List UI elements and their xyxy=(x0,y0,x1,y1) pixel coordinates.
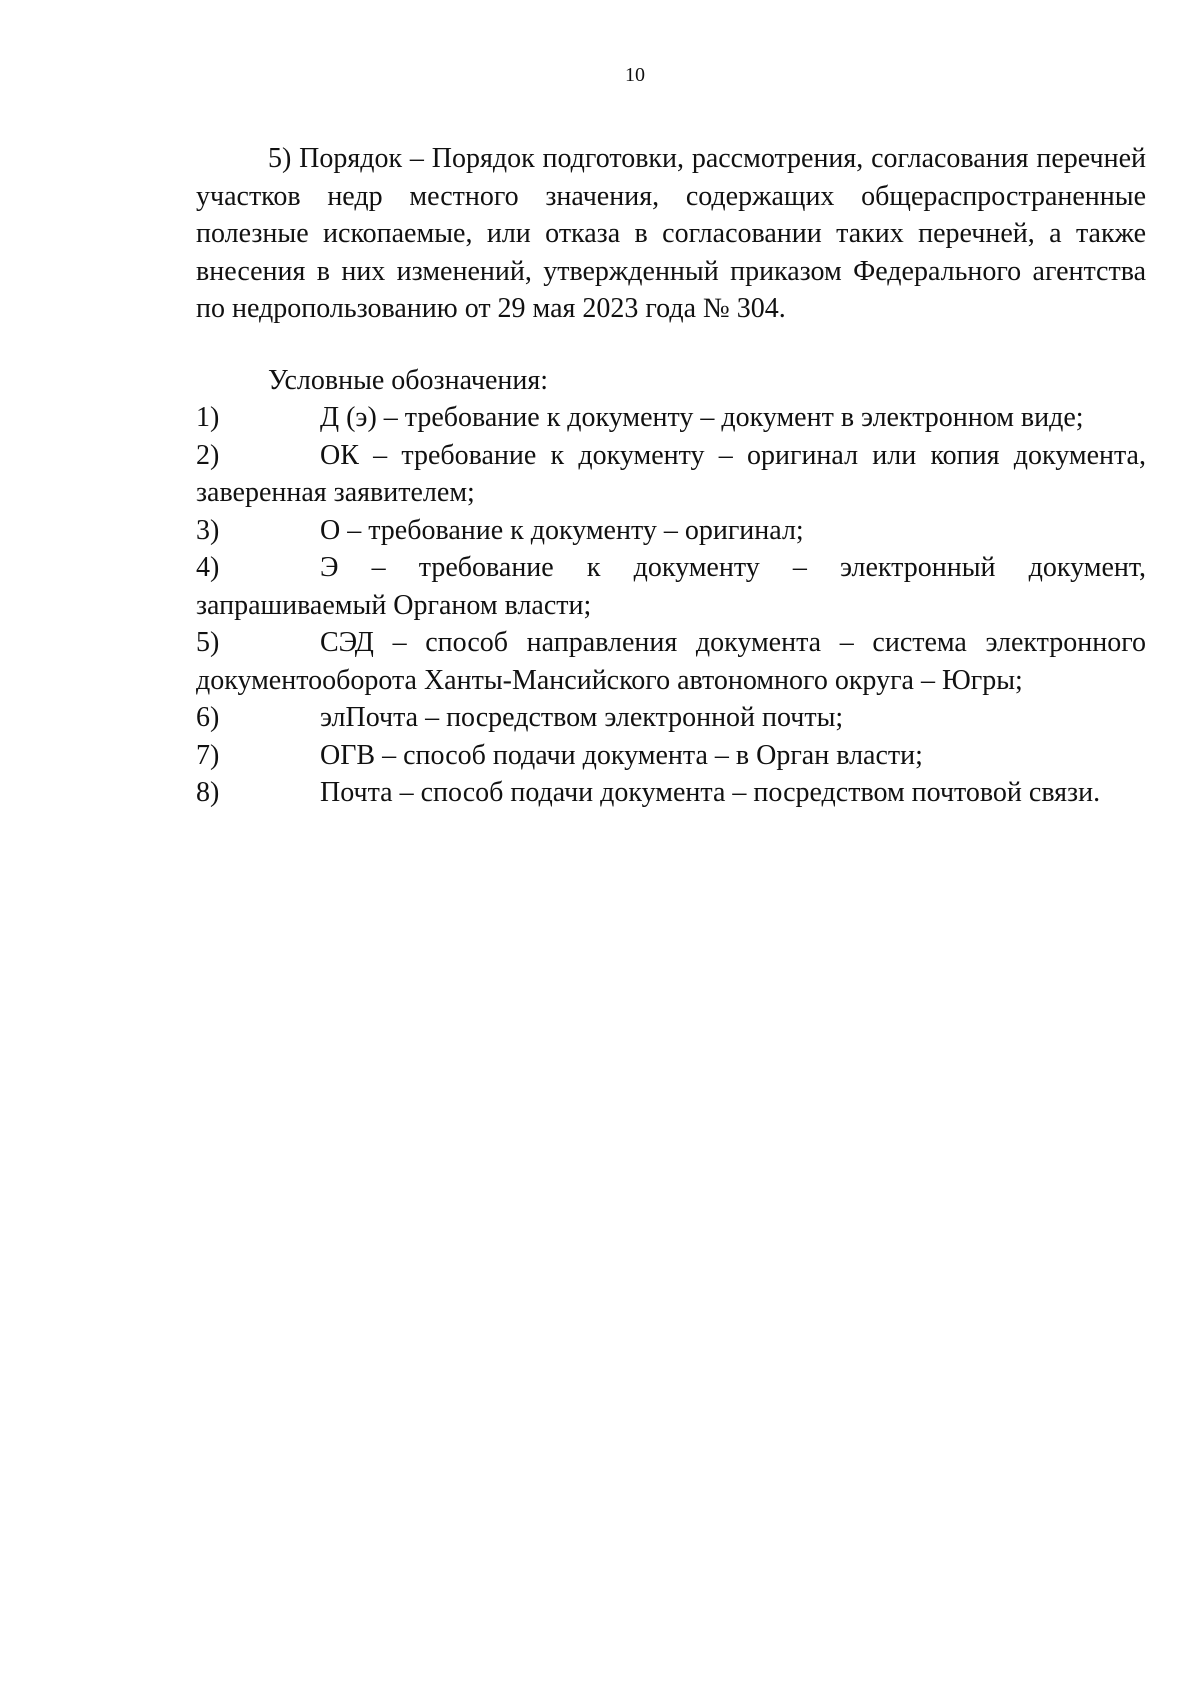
legend-item-number: 5) xyxy=(196,627,220,658)
legend-item xyxy=(196,437,1146,512)
legend-item-text: элПочта – посредством электронной почты; xyxy=(320,702,844,733)
legend-item-number: 7) xyxy=(196,739,220,771)
legend-item-text: Почта – способ подачи документа – посредством почтовой связи. xyxy=(320,777,1101,808)
legend-item xyxy=(196,774,1146,812)
legend-item xyxy=(196,399,1146,437)
legend-title: Условные обозначения: xyxy=(268,364,549,396)
definition-paragraph: 5) Порядок – Порядок подготовки, рассмотрения, согласования перечней участков недр местного значения, содержащих общераспространенные полезные ископаемые, или отказа в согласовании таких перечней, а также внесения в них изменений, утвержденный приказом Федерального агентства по недропользованию от 29 мая 2023 года № 304. xyxy=(196,143,1146,324)
legend-list xyxy=(196,399,1146,812)
page-number: 10 xyxy=(625,64,645,86)
legend-item-number: 8) xyxy=(196,777,220,808)
legend-item-number: 6) xyxy=(196,702,220,733)
legend-item-text: Д (э) – требование к документу – документ в электронном виде; xyxy=(320,402,1084,433)
legend-item xyxy=(196,737,1146,775)
legend-item xyxy=(196,512,1146,550)
legend-item xyxy=(196,699,1146,737)
legend-item-text: ОГВ – способ подачи документа – в Орган власти; xyxy=(320,739,923,771)
legend-item-text: ОК – требование к документу – оригинал или копия документа, заверенная заявителем; xyxy=(196,439,1146,508)
legend-item-number: 1) xyxy=(196,402,220,433)
legend-item-number: 3) xyxy=(196,514,220,546)
document-body xyxy=(196,140,1146,812)
legend-item xyxy=(196,549,1146,624)
legend-item-number: 4) xyxy=(196,552,220,583)
legend-item xyxy=(196,624,1146,699)
legend-item-text: О – требование к документу – оригинал; xyxy=(320,514,804,546)
legend-item-number: 2) xyxy=(196,439,220,471)
legend-item-text: СЭД – способ направления документа – система электронного документооборота Ханты-Мансийского автономного округа – Югры; xyxy=(196,627,1146,696)
legend-item-text: Э – требование к документу – электронный документ, запрашиваемый Органом власти; xyxy=(196,552,1146,621)
